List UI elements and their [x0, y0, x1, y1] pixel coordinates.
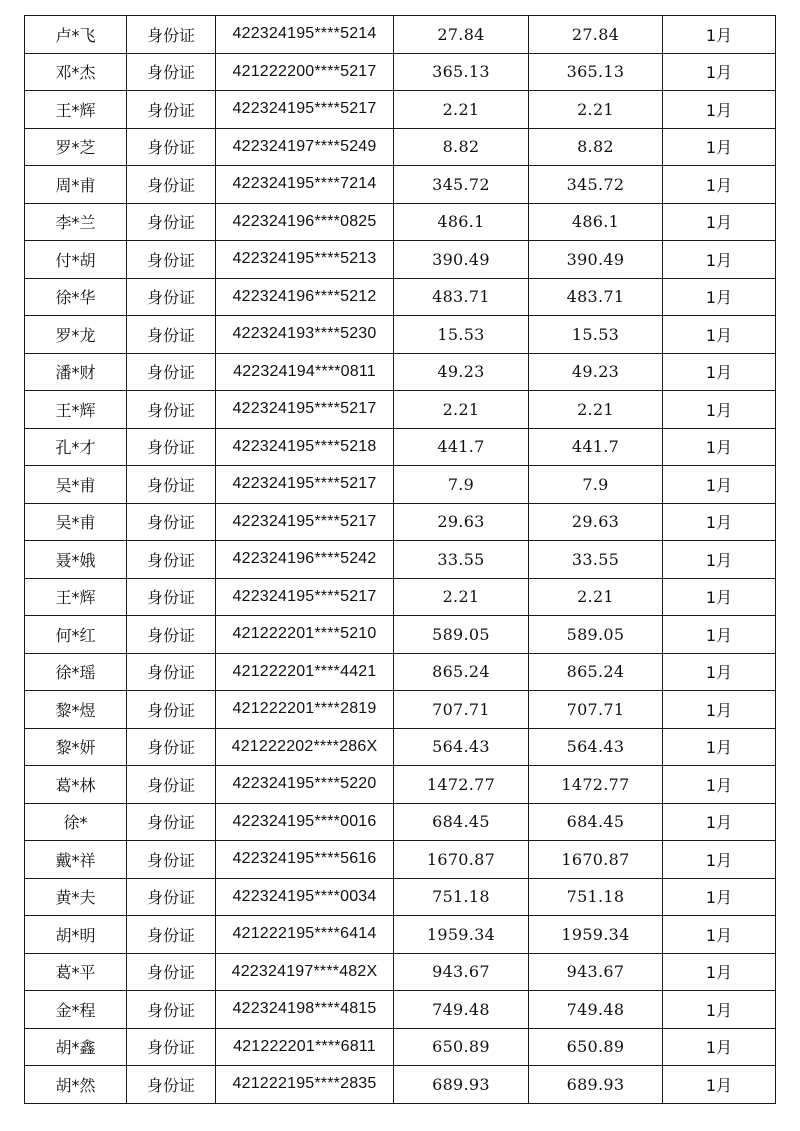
id-number-cell: 422324195****5217: [216, 578, 394, 616]
amount-cell: 1959.34: [394, 916, 529, 954]
amount-cell: 8.82: [394, 128, 529, 166]
table-row: [25, 203, 776, 241]
amount-cell: 943.67: [394, 953, 529, 991]
id-type-cell: 身份证: [127, 503, 216, 541]
person-name-cell: 周*甫: [25, 166, 127, 204]
person-name-cell: 戴*祥: [25, 841, 127, 879]
amount-cell: 2.21: [394, 91, 529, 129]
id-type-cell: 身份证: [127, 691, 216, 729]
amount-cell: 650.89: [394, 1028, 529, 1066]
month-cell: 1月: [663, 541, 776, 579]
table-row: [25, 1066, 776, 1104]
person-name-cell: 葛*平: [25, 953, 127, 991]
id-number-cell: 422324195****5214: [216, 16, 394, 54]
person-name-cell: 罗*龙: [25, 316, 127, 354]
id-number-cell: 422324195****5218: [216, 428, 394, 466]
id-type-cell: 身份证: [127, 316, 216, 354]
id-type-cell: 身份证: [127, 203, 216, 241]
table-row: [25, 53, 776, 91]
month-cell: 1月: [663, 616, 776, 654]
person-name-cell: 胡*鑫: [25, 1028, 127, 1066]
month-cell: 1月: [663, 653, 776, 691]
month-cell: 1月: [663, 766, 776, 804]
month-cell: 1月: [663, 878, 776, 916]
id-number-cell: 421222201****2819: [216, 691, 394, 729]
amount-cell: 689.93: [394, 1066, 529, 1104]
id-number-cell: 421222201****6811: [216, 1028, 394, 1066]
table-row: [25, 91, 776, 129]
table-body: [25, 16, 776, 1104]
id-type-cell: 身份证: [127, 841, 216, 879]
id-type-cell: 身份证: [127, 991, 216, 1029]
table-row: [25, 541, 776, 579]
amount-issued-cell: 751.18: [529, 878, 663, 916]
amount-issued-cell: 33.55: [529, 541, 663, 579]
id-type-cell: 身份证: [127, 878, 216, 916]
amount-issued-cell: 1959.34: [529, 916, 663, 954]
person-name-cell: 徐*瑶: [25, 653, 127, 691]
amount-cell: 29.63: [394, 503, 529, 541]
person-name-cell: 何*红: [25, 616, 127, 654]
amount-issued-cell: 564.43: [529, 728, 663, 766]
amount-issued-cell: 365.13: [529, 53, 663, 91]
amount-cell: 483.71: [394, 278, 529, 316]
table-row: [25, 428, 776, 466]
amount-issued-cell: 749.48: [529, 991, 663, 1029]
person-name-cell: 胡*然: [25, 1066, 127, 1104]
id-number-cell: 422324195****5217: [216, 466, 394, 504]
amount-issued-cell: 2.21: [529, 391, 663, 429]
id-number-cell: 422324195****5213: [216, 241, 394, 279]
amount-issued-cell: 707.71: [529, 691, 663, 729]
id-number-cell: 422324195****0034: [216, 878, 394, 916]
table-row: [25, 166, 776, 204]
month-cell: 1月: [663, 278, 776, 316]
table-row: [25, 578, 776, 616]
id-number-cell: 421222200****5217: [216, 53, 394, 91]
person-name-cell: 罗*芝: [25, 128, 127, 166]
month-cell: 1月: [663, 353, 776, 391]
id-type-cell: 身份证: [127, 128, 216, 166]
person-name-cell: 黎*妍: [25, 728, 127, 766]
amount-cell: 865.24: [394, 653, 529, 691]
amount-cell: 749.48: [394, 991, 529, 1029]
amount-issued-cell: 684.45: [529, 803, 663, 841]
id-type-cell: 身份证: [127, 616, 216, 654]
id-type-cell: 身份证: [127, 278, 216, 316]
id-number-cell: 421222195****2835: [216, 1066, 394, 1104]
amount-issued-cell: 650.89: [529, 1028, 663, 1066]
amount-cell: 2.21: [394, 391, 529, 429]
id-number-cell: 421222195****6414: [216, 916, 394, 954]
amount-issued-cell: 29.63: [529, 503, 663, 541]
id-number-cell: 422324195****0016: [216, 803, 394, 841]
amount-cell: 2.21: [394, 578, 529, 616]
amount-issued-cell: 483.71: [529, 278, 663, 316]
id-type-cell: 身份证: [127, 728, 216, 766]
month-cell: 1月: [663, 1066, 776, 1104]
amount-issued-cell: 689.93: [529, 1066, 663, 1104]
month-cell: 1月: [663, 953, 776, 991]
person-name-cell: 徐*华: [25, 278, 127, 316]
month-cell: 1月: [663, 1028, 776, 1066]
amount-issued-cell: 15.53: [529, 316, 663, 354]
month-cell: 1月: [663, 241, 776, 279]
id-number-cell: 422324197****5249: [216, 128, 394, 166]
amount-cell: 345.72: [394, 166, 529, 204]
amount-issued-cell: 1670.87: [529, 841, 663, 879]
month-cell: 1月: [663, 916, 776, 954]
amount-cell: 49.23: [394, 353, 529, 391]
id-type-cell: 身份证: [127, 428, 216, 466]
month-cell: 1月: [663, 691, 776, 729]
person-name-cell: 王*辉: [25, 391, 127, 429]
id-type-cell: 身份证: [127, 653, 216, 691]
subsidy-table: [24, 15, 776, 1104]
table-row: [25, 241, 776, 279]
table-row: [25, 878, 776, 916]
amount-cell: 751.18: [394, 878, 529, 916]
id-type-cell: 身份证: [127, 916, 216, 954]
amount-issued-cell: 865.24: [529, 653, 663, 691]
person-name-cell: 王*辉: [25, 578, 127, 616]
amount-cell: 33.55: [394, 541, 529, 579]
id-type-cell: 身份证: [127, 466, 216, 504]
table-row: [25, 803, 776, 841]
person-name-cell: 徐*: [25, 803, 127, 841]
table-row: [25, 128, 776, 166]
amount-issued-cell: 7.9: [529, 466, 663, 504]
amount-issued-cell: 2.21: [529, 91, 663, 129]
id-number-cell: 422324193****5230: [216, 316, 394, 354]
month-cell: 1月: [663, 578, 776, 616]
amount-issued-cell: 486.1: [529, 203, 663, 241]
person-name-cell: 吴*甫: [25, 466, 127, 504]
table-row: [25, 616, 776, 654]
id-number-cell: 422324195****7214: [216, 166, 394, 204]
person-name-cell: 金*程: [25, 991, 127, 1029]
month-cell: 1月: [663, 391, 776, 429]
id-type-cell: 身份证: [127, 766, 216, 804]
amount-issued-cell: 345.72: [529, 166, 663, 204]
table-row: [25, 916, 776, 954]
amount-issued-cell: 2.21: [529, 578, 663, 616]
amount-issued-cell: 49.23: [529, 353, 663, 391]
month-cell: 1月: [663, 316, 776, 354]
amount-cell: 27.84: [394, 16, 529, 54]
id-number-cell: 421222201****5210: [216, 616, 394, 654]
table-row: [25, 953, 776, 991]
amount-cell: 365.13: [394, 53, 529, 91]
amount-issued-cell: 589.05: [529, 616, 663, 654]
amount-issued-cell: 1472.77: [529, 766, 663, 804]
table-row: [25, 766, 776, 804]
amount-issued-cell: 390.49: [529, 241, 663, 279]
amount-cell: 1670.87: [394, 841, 529, 879]
id-number-cell: 422324195****5220: [216, 766, 394, 804]
id-type-cell: 身份证: [127, 953, 216, 991]
table-row: [25, 316, 776, 354]
id-type-cell: 身份证: [127, 53, 216, 91]
id-type-cell: 身份证: [127, 91, 216, 129]
month-cell: 1月: [663, 53, 776, 91]
id-number-cell: 422324196****0825: [216, 203, 394, 241]
person-name-cell: 李*兰: [25, 203, 127, 241]
amount-issued-cell: 441.7: [529, 428, 663, 466]
id-number-cell: 422324196****5242: [216, 541, 394, 579]
month-cell: 1月: [663, 803, 776, 841]
id-type-cell: 身份证: [127, 16, 216, 54]
amount-issued-cell: 27.84: [529, 16, 663, 54]
month-cell: 1月: [663, 991, 776, 1029]
id-type-cell: 身份证: [127, 391, 216, 429]
id-type-cell: 身份证: [127, 803, 216, 841]
month-cell: 1月: [663, 503, 776, 541]
person-name-cell: 付*胡: [25, 241, 127, 279]
person-name-cell: 卢*飞: [25, 16, 127, 54]
id-number-cell: 422324197****482X: [216, 953, 394, 991]
table-row: [25, 16, 776, 54]
person-name-cell: 邓*杰: [25, 53, 127, 91]
amount-cell: 684.45: [394, 803, 529, 841]
month-cell: 1月: [663, 128, 776, 166]
id-type-cell: 身份证: [127, 1028, 216, 1066]
person-name-cell: 聂*娥: [25, 541, 127, 579]
person-name-cell: 王*辉: [25, 91, 127, 129]
month-cell: 1月: [663, 166, 776, 204]
table-row: [25, 391, 776, 429]
month-cell: 1月: [663, 203, 776, 241]
amount-cell: 589.05: [394, 616, 529, 654]
amount-cell: 707.71: [394, 691, 529, 729]
table-row: [25, 1028, 776, 1066]
person-name-cell: 胡*明: [25, 916, 127, 954]
id-number-cell: 422324196****5212: [216, 278, 394, 316]
amount-cell: 7.9: [394, 466, 529, 504]
id-type-cell: 身份证: [127, 578, 216, 616]
id-type-cell: 身份证: [127, 166, 216, 204]
id-number-cell: 421222201****4421: [216, 653, 394, 691]
id-type-cell: 身份证: [127, 241, 216, 279]
amount-issued-cell: 943.67: [529, 953, 663, 991]
person-name-cell: 吴*甫: [25, 503, 127, 541]
amount-cell: 390.49: [394, 241, 529, 279]
table-row: [25, 278, 776, 316]
table-row: [25, 691, 776, 729]
month-cell: 1月: [663, 16, 776, 54]
id-type-cell: 身份证: [127, 1066, 216, 1104]
id-number-cell: 422324195****5217: [216, 391, 394, 429]
id-number-cell: 422324195****5616: [216, 841, 394, 879]
id-type-cell: 身份证: [127, 353, 216, 391]
person-name-cell: 孔*才: [25, 428, 127, 466]
amount-cell: 15.53: [394, 316, 529, 354]
person-name-cell: 葛*林: [25, 766, 127, 804]
month-cell: 1月: [663, 428, 776, 466]
person-name-cell: 潘*财: [25, 353, 127, 391]
amount-issued-cell: 8.82: [529, 128, 663, 166]
id-number-cell: 422324195****5217: [216, 91, 394, 129]
amount-cell: 441.7: [394, 428, 529, 466]
table-row: [25, 991, 776, 1029]
month-cell: 1月: [663, 841, 776, 879]
id-number-cell: 422324195****5217: [216, 503, 394, 541]
person-name-cell: 黄*夫: [25, 878, 127, 916]
month-cell: 1月: [663, 728, 776, 766]
table-row: [25, 841, 776, 879]
id-number-cell: 422324198****4815: [216, 991, 394, 1029]
table-row: [25, 503, 776, 541]
amount-cell: 1472.77: [394, 766, 529, 804]
month-cell: 1月: [663, 91, 776, 129]
id-number-cell: 421222202****286X: [216, 728, 394, 766]
person-name-cell: 黎*煜: [25, 691, 127, 729]
id-number-cell: 422324194****0811: [216, 353, 394, 391]
table-row: [25, 353, 776, 391]
amount-cell: 564.43: [394, 728, 529, 766]
table-row: [25, 728, 776, 766]
table-row: [25, 466, 776, 504]
amount-cell: 486.1: [394, 203, 529, 241]
month-cell: 1月: [663, 466, 776, 504]
table-row: [25, 653, 776, 691]
id-type-cell: 身份证: [127, 541, 216, 579]
